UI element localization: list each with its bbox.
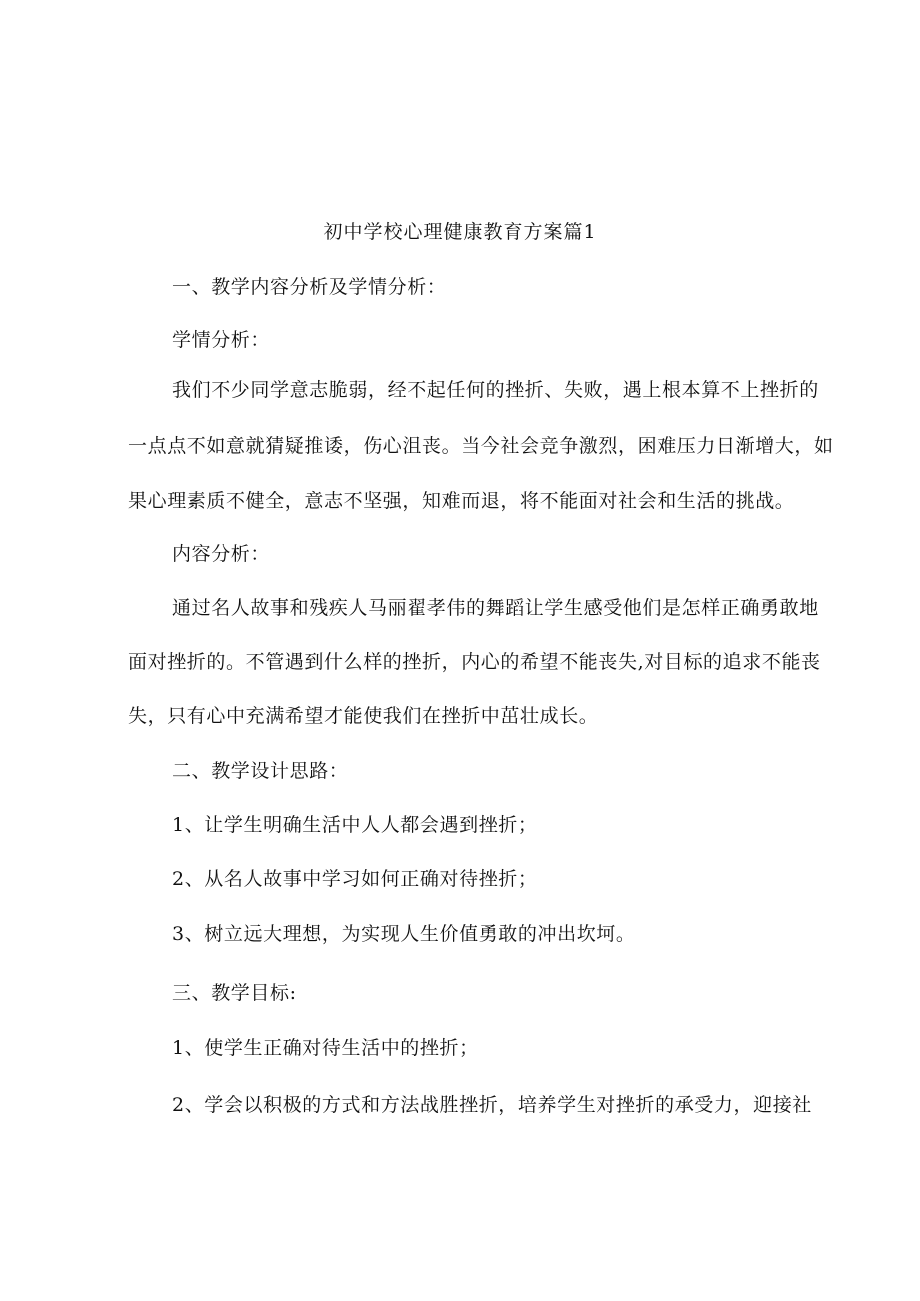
xueqing-para-line-3: 果心理素质不健全，意志不坚强，知难而退，将不能面对社会和生活的挑战。	[128, 490, 795, 512]
xueqing-para-line-1: 我们不少同学意志脆弱，经不起任何的挫折、失败，遇上根本算不上挫折的	[172, 379, 819, 401]
section2-heading: 二、教学设计思路：	[172, 760, 349, 782]
xueqing-heading: 学情分析：	[172, 329, 271, 351]
document-title: 初中学校心理健康教育方案篇1	[323, 221, 597, 243]
section1-heading: 一、教学内容分析及学情分析：	[172, 276, 447, 298]
xueqing-para-line-2: 一点点不如意就猜疑推诿，伤心沮丧。当今社会竞争激烈，困难压力日渐增大，如	[128, 435, 834, 457]
section3-item-2: 2、学会以积极的方式和方法战胜挫折，培养学生对挫折的承受力，迎接社	[172, 1094, 812, 1116]
section3-item-1: 1、使学生正确对待生活中的挫折；	[172, 1037, 479, 1059]
section2-item-2: 2、从名人故事中学习如何正确对待挫折；	[172, 868, 538, 890]
neirong-para-line-2: 面对挫折的。不管遇到什么样的挫折，内心的希望不能丧失,对目标的追求不能丧	[128, 651, 821, 673]
neirong-para-line-3: 失，只有心中充满希望才能使我们在挫折中茁壮成长。	[128, 705, 599, 727]
section2-item-1: 1、让学生明确生活中人人都会遇到挫折；	[172, 814, 538, 836]
section2-item-3: 3、树立远大理想，为实现人生价值勇敢的冲出坎坷。	[172, 923, 636, 945]
neirong-para-line-1: 通过名人故事和残疾人马丽翟孝伟的舞蹈让学生感受他们是怎样正确勇敢地	[172, 597, 819, 619]
neirong-heading: 内容分析：	[172, 543, 271, 565]
section3-heading: 三、教学目标:	[172, 982, 297, 1004]
